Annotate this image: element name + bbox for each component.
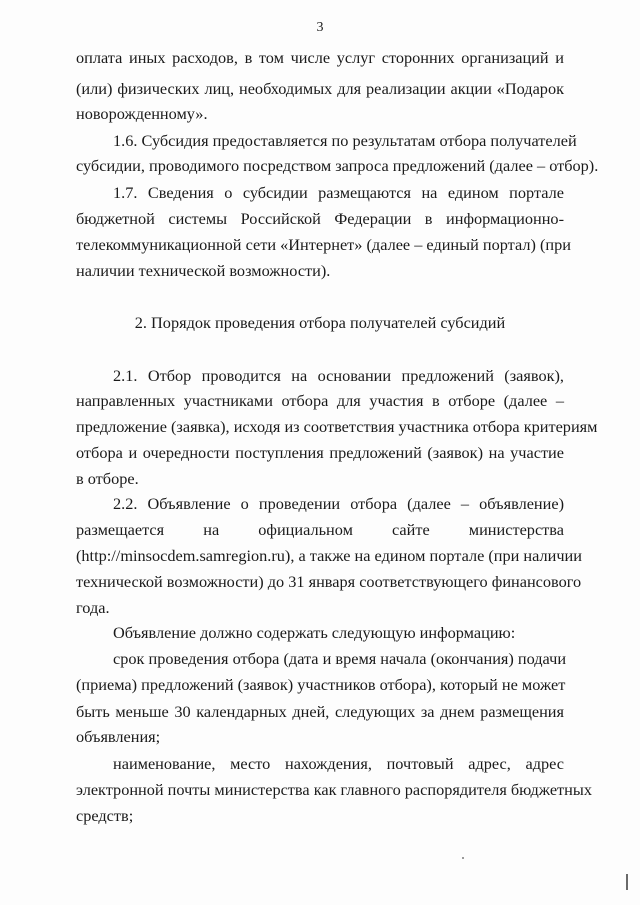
text-line: субсидии, проводимого посредством запроса предложений (далее – отбор).	[76, 156, 599, 175]
text-line: быть меньше 30 календарных дней, следующих за днем размещения	[76, 702, 564, 721]
text-line: новорожденному».	[76, 104, 208, 123]
text-line: объявления;	[76, 727, 161, 746]
text-line: размещается на официальном сайте министерства	[76, 520, 564, 539]
text-line: срок проведения отбора (дата и время начала (окончания) подачи	[113, 649, 567, 668]
text-line: оплата иных расходов, в том числе услуг сторонних организаций и	[76, 48, 564, 67]
section-heading: 2. Порядок проведения отбора получателей субсидий	[134, 313, 506, 332]
text-line: года.	[76, 598, 110, 617]
text-line: отбора и очередности поступления предложений (заявок) на участие	[76, 443, 564, 462]
text-line: средств;	[76, 806, 134, 825]
text-line: 1.6. Субсидия предоставляется по результатам отбора получателей	[113, 131, 577, 150]
text-line: телекоммуникационной сети «Интернет» (далее – единый портал) (при	[76, 235, 571, 254]
text-line: Объявление должно содержать следующую информацию:	[113, 623, 516, 642]
text-line: наличии технической возможности).	[76, 261, 331, 280]
text-line: 2.1. Отбор проводится на основании предложений (заявок),	[113, 366, 564, 385]
text-line: электронной почты министерства как главного распорядителя бюджетных	[76, 780, 592, 799]
text-line: 1.7. Сведения о субсидии размещаются на едином портале	[113, 183, 564, 202]
text-line: (приема) предложений (заявок) участников отбора), который не может	[76, 675, 566, 694]
text-line: (или) физических лиц, необходимых для реализации акции «Подарок	[76, 79, 564, 98]
text-line: предложение (заявка), исходя из соответствия участника отбора критериям	[76, 417, 598, 436]
text-line: бюджетной системы Российской Федерации в информационно-	[76, 209, 564, 228]
text-line: 2.2. Объявление о проведении отбора (далее – объявление)	[113, 494, 564, 513]
scan-artifact	[462, 857, 464, 859]
text-line: направленных участниками отбора для участия в отборе (далее –	[76, 391, 564, 410]
page-number: 3	[316, 20, 324, 35]
text-line: технической возможности) до 31 января соответствующего финансового	[76, 572, 582, 591]
scan-edge-mark	[626, 874, 628, 890]
text-line: наименование, место нахождения, почтовый адрес, адрес	[113, 754, 564, 773]
text-line: (http://minsocdem.samregion.ru), а также на едином портале (при наличии	[76, 546, 582, 565]
text-line: в отборе.	[76, 469, 139, 488]
